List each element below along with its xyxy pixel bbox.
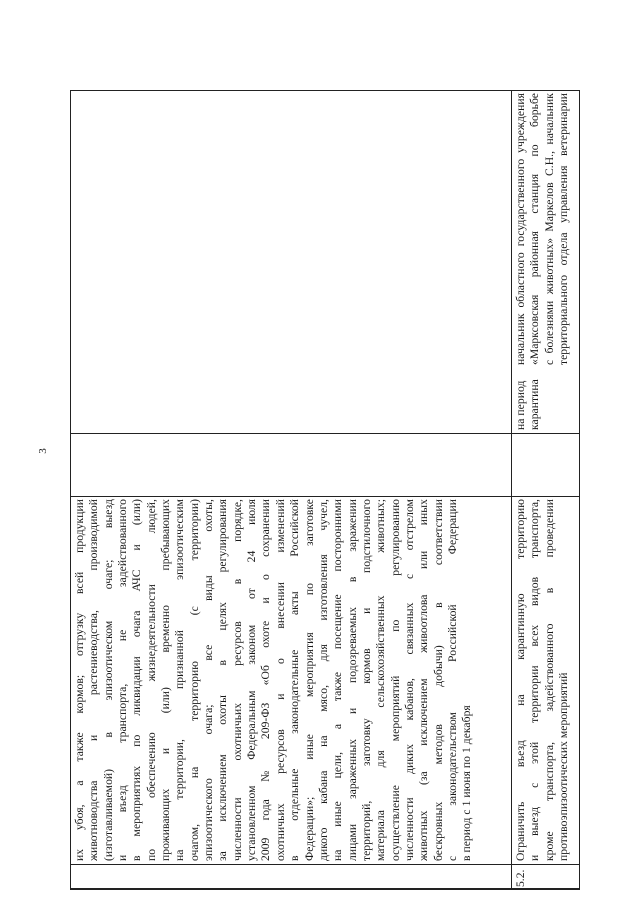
text-line: охотничьих ресурсов и о внесении изменений	[273, 499, 287, 861]
text-line: Ограничить въезд на карантинную территорию	[514, 499, 527, 861]
rotated-page	[70, 90, 580, 890]
text-line: эпизоотического очага; все виды охоты,	[202, 499, 216, 861]
text-line: территорий, заготовку кормов и подстилочного	[359, 499, 373, 861]
row1-measure-cell	[73, 499, 475, 861]
text-line: в мероприятиях по ликвидации очага АЧС и (или)	[130, 499, 144, 861]
text-line: за исключением охоты в целях регулирования	[216, 499, 230, 861]
text-line: на иные цели, а также посещение посторонними	[331, 499, 345, 861]
column-border	[71, 433, 579, 434]
row2-period-cell	[514, 370, 543, 430]
text-line: численности диких кабанов, связанных с отстрелом	[402, 499, 416, 861]
text-line: территориального отдела управления ветеринарии	[557, 93, 571, 365]
text-line: в отдельные законодательные акты Российской	[288, 499, 302, 861]
text-line: с законодательством Российской Федерации	[445, 499, 459, 861]
measures-table	[70, 90, 580, 890]
column-border	[71, 864, 579, 865]
text-line: лицами зараженных и подозреваемых в заражении	[345, 499, 359, 861]
row2-number: 5.2.	[514, 869, 527, 887]
row-separator	[511, 91, 512, 889]
text-line: «Марксовская районная станция по борьбе	[528, 93, 542, 365]
text-line: бескровных методов добычи) в соответствии	[431, 499, 445, 861]
text-line: с болезнями животных» Маркелов С.Н., начальник	[542, 93, 556, 365]
column-border	[70, 90, 580, 91]
text-line: карантина	[528, 379, 542, 430]
text-line: на период	[514, 380, 527, 430]
text-line: осуществление мероприятий по регулированию	[388, 499, 402, 861]
row2-measure-cell	[514, 499, 571, 861]
text-line: дикого кабана на мясо, для изготовления чучел,	[316, 499, 330, 861]
column-border	[71, 888, 579, 889]
row2-responsible-cell	[514, 93, 571, 365]
text-line: животноводства и растениеводства, производимой	[87, 499, 101, 861]
text-line: и выезд с этой территории всех видов транспорта,	[528, 499, 542, 861]
text-line: начальник областного государственного учреждения	[514, 93, 527, 365]
page-number: 3	[36, 448, 49, 454]
text-line: Федерации»; иные мероприятия по заготовке	[302, 499, 316, 861]
text-line: численности охотничьих ресурсов в порядке,	[230, 499, 244, 861]
text-line: в период с 1 июня по 1 декабря	[460, 705, 474, 861]
text-line: животных (за исключением живоотлова или иных	[417, 499, 431, 861]
text-line: очагом, на территорию (с территории)	[187, 499, 201, 861]
column-border	[71, 496, 579, 497]
text-line: их убоя, а также кормов; отгрузку всей продукции	[73, 499, 86, 861]
text-line: (изготавливаемой) в эпизоотическом очаге; выезд	[101, 499, 115, 861]
text-line: противоэпизоотических мероприятий	[557, 672, 571, 861]
text-line: проживающих и (или) временно пребывающих	[159, 499, 173, 861]
text-line: установленном Федеральным законом от 24 июля	[245, 499, 259, 861]
text-line: 2009 года № 209-ФЗ «Об охоте и о сохранении	[259, 499, 273, 861]
text-line: кроме транспорта, задействованного в проведении	[542, 499, 556, 861]
text-line: и въезд транспорта, не задействованного	[116, 499, 130, 861]
text-line: на территории, признанной эпизоотическим	[173, 499, 187, 861]
text-line: материала для сельскохозяйственных животных;	[374, 499, 388, 861]
text-line: по обеспечению жизнедеятельности людей,	[144, 499, 158, 861]
